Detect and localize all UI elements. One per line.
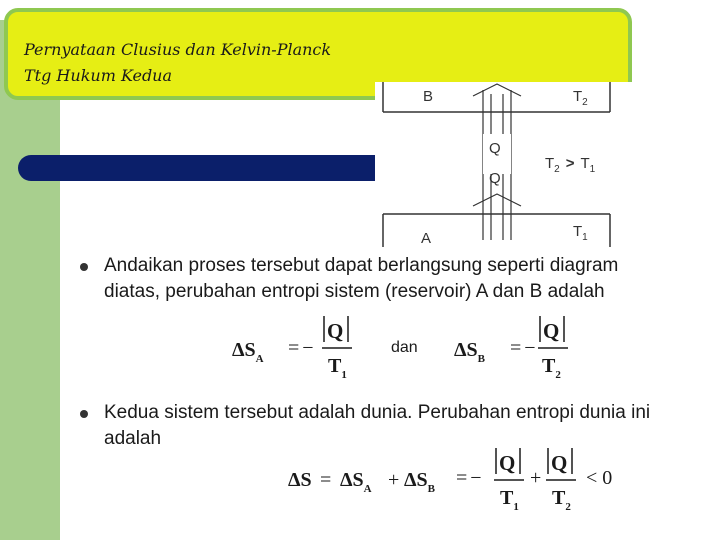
- svg-text:ΔSA: $\Delta S_A$: [340, 469, 372, 495]
- equation-total-entropy: [288, 444, 628, 516]
- bullet-text-1: Andaikan proses tersebut dapat berlangsung seperti diagram diatas, perubahan entropi sistem (reservoir) A dan B adalah: [104, 255, 619, 302]
- label-a: A: [421, 230, 432, 247]
- svg-text:T1: $T_1$: [328, 355, 347, 381]
- svg-text:ΔSB: $\Delta S_B$: [404, 469, 436, 495]
- svg-text:T2: $T_2$: [552, 487, 571, 513]
- svg-text:+: +: [388, 469, 400, 491]
- label-t2-top: $T_2$: [573, 88, 588, 108]
- svg-text:Q: Q: [499, 451, 516, 475]
- svg-text:ΔSA: $\Delta S_A$: [232, 339, 264, 365]
- svg-text:ΔSB: $\Delta S_B$: [454, 339, 486, 365]
- title-line-1: Pernyataan Clusius dan Kelvin-Planck: [24, 40, 332, 59]
- svg-text:Q: Q: [543, 319, 560, 343]
- svg-text:< 0: < 0: [586, 467, 613, 489]
- svg-text:T2: $T_2$: [542, 355, 561, 381]
- label-t1-bottom: $T_1$: [573, 223, 588, 243]
- svg-text:=: =: [320, 469, 332, 491]
- bullet-dot-1: [80, 263, 88, 271]
- bullet-text-2: Kedua sistem tersebut adalah dunia. Perubahan entropi dunia ini adalah: [104, 402, 651, 449]
- svg-text:ΔS: ΔS: [288, 469, 312, 491]
- label-q-top: Q: [489, 140, 501, 157]
- conjunction-dan: dan: [391, 339, 418, 356]
- equation-delta-sa: [230, 312, 355, 382]
- divider-bar: [18, 155, 388, 181]
- bullet-dot-2: [80, 410, 88, 418]
- svg-text:+: +: [530, 467, 542, 489]
- svg-text:Q: Q: [327, 319, 344, 343]
- svg-text:=−: = −: [288, 337, 314, 359]
- svg-text:Q: Q: [551, 451, 568, 475]
- label-b: B: [423, 88, 434, 105]
- reservoir-diagram: [375, 82, 635, 247]
- svg-text:=−: = −: [456, 467, 482, 489]
- equation-delta-sb: [452, 312, 577, 382]
- title-line-2: Ttg Hukum Kedua: [24, 66, 173, 85]
- svg-text:=−: = −: [510, 337, 536, 359]
- svg-text:T1: $T_1$: [500, 487, 519, 513]
- label-relation: $T_2 > T_1$: [545, 155, 596, 175]
- label-q-bottom: Q: [489, 170, 501, 187]
